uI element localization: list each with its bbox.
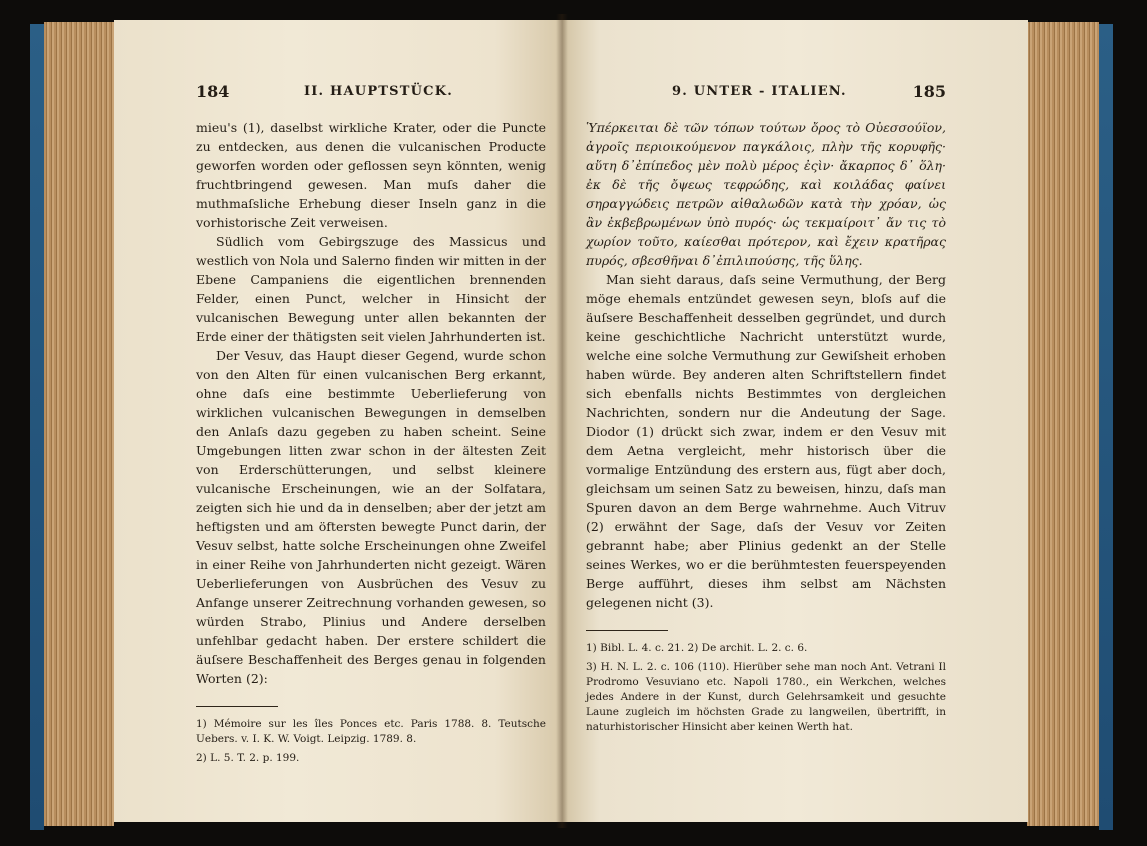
running-title: II. HAUPTSTÜCK.	[304, 84, 453, 99]
right-page-content	[586, 82, 946, 739]
footnote-divider	[586, 630, 668, 631]
left-page-content	[196, 82, 546, 770]
footnote: 1) Bibl. L. 4. c. 21. 2) De archit. L. 2. c. 6.	[586, 642, 808, 654]
greek-quotation: Ὑπέρκειται δὲ τῶν τόπων τούτων ὄρος τὸ Οὐεσσούϊον, ἀγροῖς περιοικούμενον παγκάλοις, πλὴν τῆς κορυφῆς· αὕτη δ᾽ἐπίπεδος μὲν πολὺ μέρος ἐςὶν· ἄκαρπος δ᾽ ὅλη· ἐκ δὲ τῆς ὄψεως τεφρώδης, καὶ κοιλάδας φαίνει σηραγγώδεις πετρῶν αἰθαλωδῶν κατὰ τὴν χρόαν, ὡς ἂν ἐκβεβρωμένων ὑπὸ πυρός· ὡς τεκμαίροιτ᾽ ἄν τις τὸ χωρίον τοῦτο, καίεσθαι πρότερον, καὶ ἔχειν κρατῆρας πυρός, σβεσθῆναι δ᾽ἐπιλιπούσης, τῆς ὕλης.	[586, 120, 946, 268]
page-stack-right	[1027, 22, 1099, 826]
page-number: 184	[196, 82, 230, 101]
paragraph: Der Vesuv, das Haupt dieser Gegend, wurde schon von den Alten für einen vulcanischen Berg erkannt, ohne daſs eine bestimmte Ueberlieferung von wirklichen vulcanischen Bewegungen in demselben den Anlaſs dazu gegeben zu haben scheint. Seine Umgebungen litten zwar schon in der ältesten Zeit von Erderschütterungen, und selbst kleinere vulcanische Erscheinungen, wie an der Solfatara, zeigten sich hie und da in denselben; aber der jetzt am heftigsten und am öftersten bewegte Punct darin, der Vesuv selbst, hatte solche Erscheinungen ohne Zweifel in einer Reihe von Jahrhunderten nicht gezeigt. Wären Ueberlieferungen von Ausbrüchen des Vesuv zu Anfange unserer Zeitrechnung vorhanden gewesen, so würden Strabo, Plinius und Andere derselben unfehlbar gedacht haben. Der erstere schildert die äuſsere Beschaffenheit des Berges genau in folgenden Worten (2):	[196, 348, 546, 686]
footnote: 3) H. N. L. 2. c. 106 (110). Hierüber sehe man noch Ant. Vetrani Il Prodromo Vesuviano etc. Napoli 1780., ein Werkchen, welches jedes Andere in der Kunst, durch Gelehrsamkeit und gesuchte Laune zugleich im höchsten Grade zu langweilen, übertrifft, in naturhistorischer Hinsicht aber keinen Werth hat.	[586, 661, 946, 733]
right-running-head	[586, 82, 946, 110]
footnote-divider	[196, 706, 278, 707]
right-footnotes	[586, 641, 946, 735]
right-body-text	[586, 118, 946, 612]
page-number: 185	[912, 82, 946, 101]
book-gutter	[556, 14, 568, 828]
paragraph: mieu's (1), daselbst wirkliche Krater, oder die Puncte zu entdecken, aus denen die vulcanischen Producte geworfen worden oder geflossen seyn könnten, wenig fruchtbringend gewesen. Man muſs daher die muthmaſsliche Erhebung dieser Inseln ganz in die vorhistorische Zeit verweisen.	[196, 120, 546, 230]
paragraph: Südlich vom Gebirgszuge des Massicus und westlich von Nola und Salerno finden wir mitten in der Ebene Campaniens die eigentlichen brennenden Felder, einen Punct, welcher in Hinsicht der vulcanischen Bewegung unter allen bekannten der Erde einer der thätigsten seit vielen Jahrhunderten ist.	[196, 234, 546, 344]
right-page	[562, 20, 1028, 822]
book-cover-edge-right	[1099, 24, 1113, 830]
running-title: 9. UNTER - ITALIEN.	[672, 84, 847, 99]
left-page	[114, 20, 562, 822]
footnote: 1) Mémoire sur les îles Ponces etc. Paris 1788. 8. Teutsche Uebers. v. I. K. W. Voigt. Leipzig. 1789. 8.	[196, 718, 546, 745]
book-cover-edge-left	[30, 24, 44, 830]
left-body-text	[196, 118, 546, 688]
footnote: 2) L. 5. T. 2. p. 199.	[196, 752, 300, 764]
page-stack-left	[44, 22, 114, 826]
left-footnotes	[196, 717, 546, 766]
paragraph: Man sieht daraus, daſs seine Vermuthung, der Berg möge ehemals entzündet gewesen seyn, bloſs auf die äuſsere Beschaffenheit desselben gegründet, und durch keine geschichtliche Nachricht unterstützt wurde, welche eine solche Vermuthung zur Gewiſsheit erhoben haben würde. Bey anderen alten Schriftstellern findet sich ebenfalls nichts Bestimmtes von dergleichen Nachrichten, sondern nur die Andeutung der Sage. Diodor (1) drückt sich zwar, indem er den Vesuv mit dem Aetna vergleicht, mehr historisch über die vormalige Entzündung des erstern aus, fügt aber doch, gleichsam um seinen Satz zu beweisen, hinzu, daſs man Spuren davon an dem Berge wahrnehme. Auch Vitruv (2) erwähnt der Sage, daſs der Vesuv vor Zeiten gebrannt habe; aber Plinius gedenkt an der Stelle seines Werkes, wo er die berühmtesten feuerspeyenden Berge aufführt, dieses ihm selbst am Nächsten gelegenen nicht (3).	[586, 272, 946, 610]
left-running-head	[196, 82, 546, 110]
